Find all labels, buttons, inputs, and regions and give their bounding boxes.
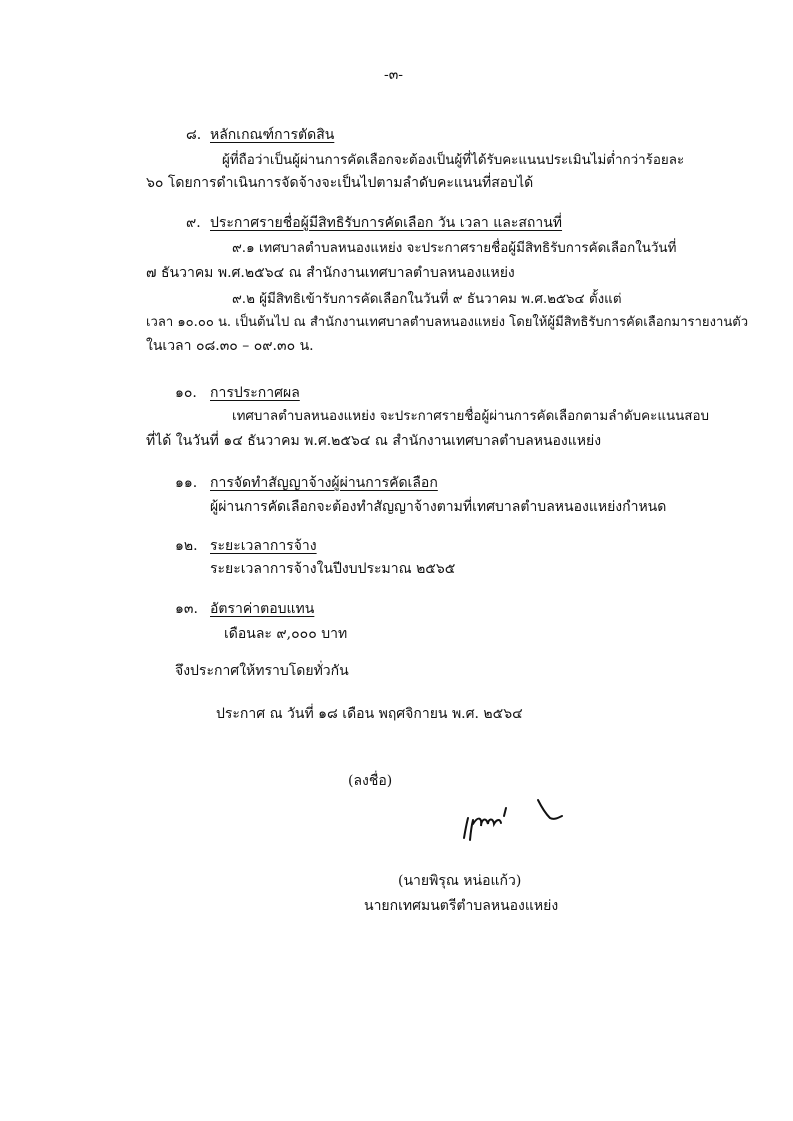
section-10-heading: การประกาศผล [210,385,300,401]
page-number: -๓- [384,67,404,83]
section-9-2-line-3: ในเวลา ๐๘.๓๐ – ๐๙.๓๐ น. [146,338,314,354]
section-13-heading: อัตราค่าตอบแทน [210,601,315,617]
signature-label: (ลงชื่อ) [348,773,393,789]
signer-name: (นายพิรุณ หน่อแก้ว) [398,873,522,889]
section-12-number: ๑๒. [175,538,198,554]
section-11-line-1: ผู้ผ่านการคัดเลือกจะต้องทำสัญญาจ้างตามที่เทศบาลตำบลหนองแหย่งกำหนด [210,499,667,515]
section-12-line-1: ระยะเวลาการจ้างในปีงบประมาณ ๒๕๖๕ [210,561,456,577]
section-9-2-line-2: เวลา ๑๐.๐๐ น. เป็นต้นไป ณ สำนักงานเทศบาลตำบลหนองแหย่ง โดยให้ผู้มีสิทธิรับการคัดเลือกมารายงานตัว [146,315,749,330]
section-9-1-line-1: ๙.๑ เทศบาลตำบลหนองแหย่ง จะประกาศรายชื่อผู้มีสิทธิรับการคัดเลือกในวันที่ [232,241,677,256]
section-13-number: ๑๓. [175,601,198,617]
section-10-number: ๑๐. [175,385,197,401]
section-9-2-line-1: ๙.๒ ผู้มีสิทธิเข้ารับการคัดเลือกในวันที่ ๙ ธันวาคม พ.ศ.๒๕๖๔ ตั้งแต่ [232,292,622,307]
section-13-line-1: เดือนละ ๙,๐๐๐ บาท [224,626,348,642]
announcement-date: ประกาศ ณ วันที่ ๑๘ เดือน พฤศจิกายน พ.ศ. ๒๕๖๔ [216,706,523,722]
signer-title: นายกเทศมนตรีตำบลหนองแหย่ง [364,898,559,914]
section-8-number: ๘. [186,127,202,143]
section-8-line-1: ผู้ที่ถือว่าเป็นผู้ผ่านการคัดเลือกจะต้องเป็นผู้ที่ได้รับคะแนนประเมินไม่ต่ำกว่าร้อยละ [222,153,685,168]
section-8-line-2: ๖๐ โดยการดำเนินการจัดจ้างจะเป็นไปตามลำดับคะแนนที่สอบได้ [146,175,534,191]
section-10-line-1: เทศบาลตำบลหนองแหย่ง จะประกาศรายชื่อผู้ผ่านการคัดเลือกตามลำดับคะแนนสอบ [232,409,709,424]
closing-statement: จึงประกาศให้ทราบโดยทั่วกัน [175,663,349,679]
section-12-heading: ระยะเวลาการจ้าง [210,538,317,554]
section-11-heading: การจัดทำสัญญาจ้างผู้ผ่านการคัดเลือก [210,475,438,491]
section-9-number: ๙. [186,215,201,231]
section-9-1-line-2: ๗ ธันวาคม พ.ศ.๒๕๖๔ ณ สำนักงานเทศบาลตำบลหนองแหย่ง [146,265,515,281]
section-8-heading: หลักเกณฑ์การตัดสิน [210,127,335,143]
handwritten-signature [458,796,568,846]
section-9-heading: ประกาศรายชื่อผู้มีสิทธิรับการคัดเลือก วัน เวลา และสถานที่ [210,215,563,231]
section-10-line-2: ที่ได้ ในวันที่ ๑๔ ธันวาคม พ.ศ.๒๕๖๔ ณ สำนักงานเทศบาลตำบลหนองแหย่ง [146,433,602,449]
section-11-number: ๑๑. [175,475,198,491]
